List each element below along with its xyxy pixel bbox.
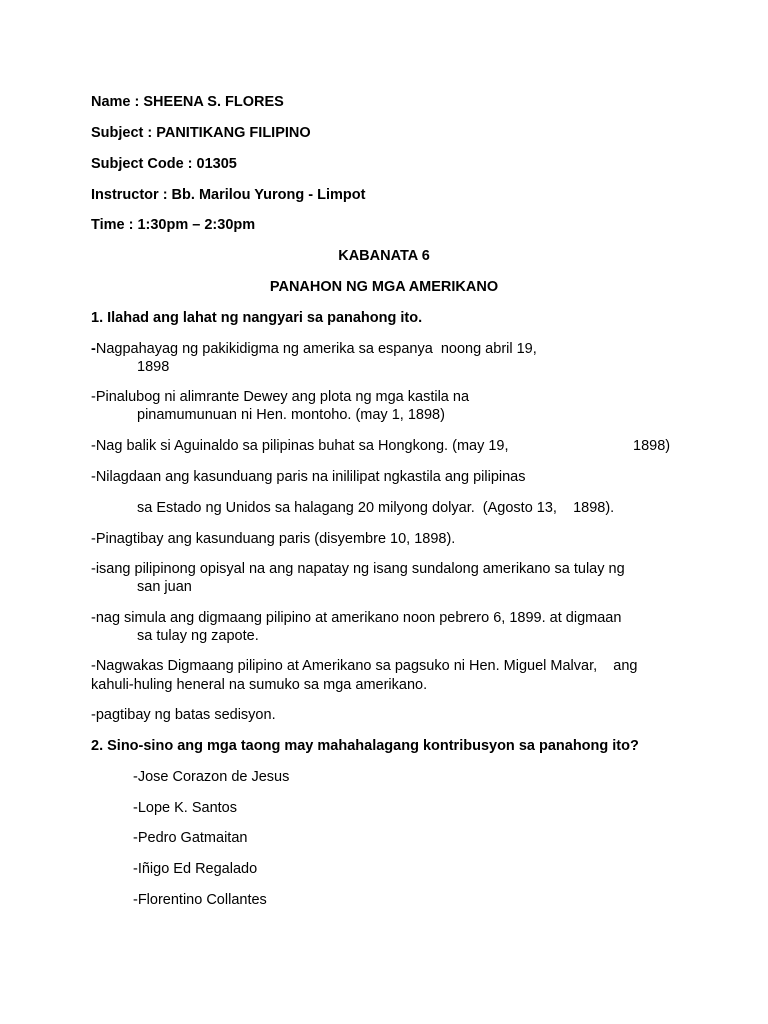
- event-8-line-1: -Nagwakas Digmaang pilipino at Amerikano sa pagsuko ni Hen. Miguel Malvar, ang: [91, 658, 638, 674]
- chapter-title: PANAHON NG MGA AMERIKANO: [269, 279, 499, 295]
- subject-code-line: Subject Code : 01305: [91, 156, 237, 172]
- event-3-line-1: -Nag balik si Aguinaldo sa pilipinas buhat sa Hongkong. (may 19,: [91, 438, 509, 454]
- person-4: -Iñigo Ed Regalado: [133, 861, 258, 877]
- person-3: -Pedro Gatmaitan: [133, 830, 248, 846]
- event-1-dash: -: [91, 341, 96, 357]
- person-2: -Lope K. Santos: [133, 800, 237, 816]
- event-8-line-2: kahuli-huling heneral na sumuko sa mga amerikano.: [91, 677, 428, 693]
- subject-line: Subject : PANITIKANG FILIPINO: [91, 125, 311, 141]
- person-1: -Jose Corazon de Jesus: [133, 769, 290, 785]
- chapter-heading: KABANATA 6: [338, 248, 430, 264]
- event-2-line-1: -Pinalubog ni alimrante Dewey ang plota ng mga kastila na: [91, 389, 470, 405]
- event-4-line-2: sa Estado ng Unidos sa halagang 20 milyong dolyar. (Agosto 13, 1898).: [137, 500, 615, 516]
- event-5-line-1: -Pinagtibay ang kasunduang paris (disyembre 10, 1898).: [91, 531, 456, 547]
- event-4-line-1: -Nilagdaan ang kasunduang paris na inililipat ngkastila ang pilipinas: [91, 469, 526, 485]
- event-1-line-2: 1898: [137, 359, 170, 375]
- event-9-line-1: -pagtibay ng batas sedisyon.: [91, 707, 276, 723]
- event-7-line-1: -nag simula ang digmaang pilipino at amerikano noon pebrero 6, 1899. at digmaan: [91, 610, 622, 626]
- event-6-line-2: san juan: [137, 579, 192, 595]
- event-2-line-2: pinamumunuan ni Hen. montoho. (may 1, 1898): [137, 407, 445, 423]
- event-1-line-1: [91, 340, 537, 359]
- time-line: Time : 1:30pm – 2:30pm: [91, 217, 256, 233]
- person-5: -Florentino Collantes: [133, 892, 267, 908]
- question-1: 1. Ilahad ang lahat ng nangyari sa panahong ito.: [91, 310, 423, 326]
- event-3-year: 1898): [633, 438, 671, 454]
- event-1-text: Nagpahayag ng pakikidigma ng amerika sa espanya noong abril 19,: [95, 341, 537, 357]
- question-2: 2. Sino-sino ang mga taong may mahahalagang kontribusyon sa panahong ito?: [91, 738, 639, 754]
- student-name: Name : SHEENA S. FLORES: [91, 94, 284, 110]
- event-7-line-2: sa tulay ng zapote.: [137, 628, 259, 644]
- instructor-line: Instructor : Bb. Marilou Yurong - Limpot: [91, 187, 366, 203]
- event-6-line-1: -isang pilipinong opisyal na ang napatay ng isang sundalong amerikano sa tulay ng: [91, 561, 625, 577]
